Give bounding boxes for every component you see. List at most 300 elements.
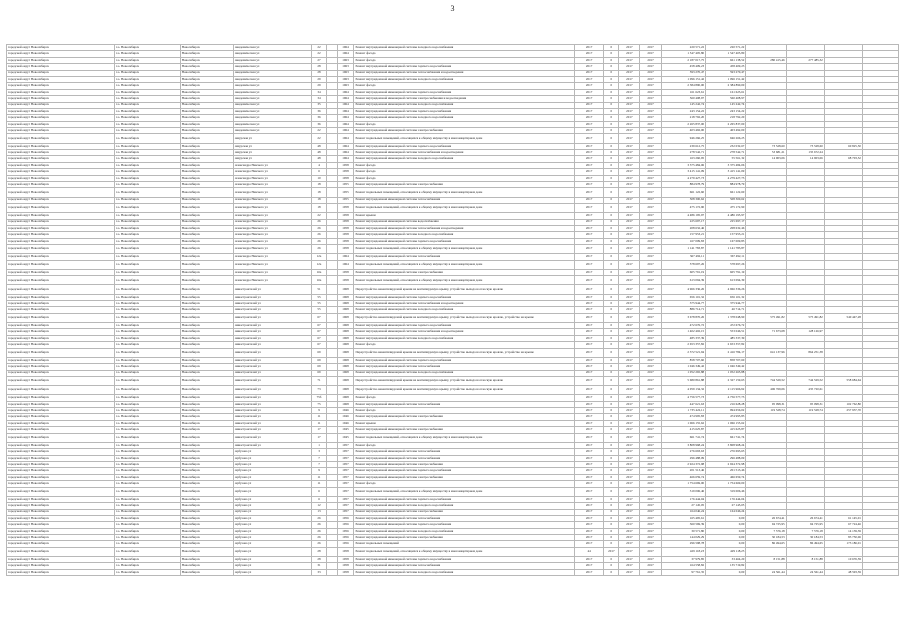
end-year-cell: 2017: [640, 408, 661, 414]
built-year-cell: 1968: [337, 329, 354, 335]
plan-year-cell: 2017: [574, 408, 604, 414]
locality-cell: Новосибирск: [180, 143, 233, 149]
built-year-cell: 1957: [337, 503, 354, 509]
municipality-cell: городской округ Новосибирск: [7, 386, 115, 395]
street-cell: Александра Невского ул: [233, 232, 311, 238]
work-type-cell: Ремонт внутридомовой инженерной системы холодного водоснабжения: [354, 156, 574, 162]
house-cell: 26: [312, 245, 327, 254]
start-year-cell: 2017: [619, 83, 640, 89]
built-year-cell: 1957: [337, 442, 354, 448]
street-cell: Арбузова ул: [233, 541, 311, 547]
regional-cost-cell: [746, 260, 786, 269]
work-type-cell: Переустройство невентилируемой крыши на вентилируемую крышу, устройство выхода на плоскую кровлю, устройство на крыше: [354, 348, 574, 357]
total-cost-cell: 613 094,39: [661, 276, 705, 285]
settlement-cell: г.о. Новосибирск: [115, 357, 181, 363]
house-cell: 73: [312, 386, 327, 395]
work-type-cell: Ремонт фасада: [354, 395, 574, 401]
locality-cell: Новосибирск: [180, 301, 233, 307]
plan-year-cell: 2017: [574, 76, 604, 82]
municipality-cell: городской округ Новосибирск: [7, 433, 115, 442]
stage-cell: 0: [604, 45, 619, 51]
municipality-cell: городской округ Новосибирск: [7, 408, 115, 414]
regional-cost-cell: 95 098,31: [746, 401, 786, 407]
start-year-cell: 2017: [619, 427, 640, 433]
fund-cost-cell: 220 571,22: [706, 45, 746, 51]
locality-cell: Новосибирск: [180, 313, 233, 322]
street-cell: Александра Невского ул: [233, 175, 311, 181]
plan-year-cell: 2017: [574, 541, 604, 547]
locality-cell: Новосибирск: [180, 269, 233, 275]
municipality-cell: городской округ Новосибирск: [7, 487, 115, 496]
fund-cost-cell: 46 714,71: [706, 307, 746, 313]
owners-cost-cell: [824, 260, 862, 269]
street-cell: Авиастроителей ул: [233, 342, 311, 348]
street-cell: Арбузова ул: [233, 563, 311, 569]
total-cost-cell: 4 966 336,26: [661, 285, 705, 294]
stage-cell: 0: [604, 481, 619, 487]
work-type-cell: Ремонт фасада: [354, 442, 574, 448]
other-cost-cell: [862, 285, 898, 294]
total-cost-cell: 4 279 427,73: [661, 175, 705, 181]
page-number: 3: [450, 4, 455, 13]
fund-cost-cell: 296 488,09: [706, 455, 746, 461]
stage-cell: 0: [604, 509, 619, 515]
table-row: [7, 285, 899, 294]
start-year-cell: 2017: [619, 515, 640, 521]
house-cell: 11: [312, 474, 327, 480]
end-year-cell: 2017: [640, 357, 661, 363]
total-cost-cell: 1 547 405,80: [661, 51, 705, 57]
stage-cell: 0: [604, 370, 619, 376]
locality-cell: Новосибирск: [180, 455, 233, 461]
stage-cell: 0: [604, 329, 619, 335]
municipality-cell: городской округ Новосибирск: [7, 213, 115, 219]
end-year-cell: 2017: [640, 487, 661, 496]
house-cell: 28: [312, 557, 327, 563]
end-year-cell: 2017: [640, 433, 661, 442]
built-year-cell: 1964: [337, 254, 354, 260]
regional-cost-cell: 575 491,82: [746, 313, 786, 322]
total-cost-cell: 161 623,61: [661, 89, 705, 95]
end-year-cell: 2017: [640, 307, 661, 313]
built-year-cell: 1945: [337, 433, 354, 442]
locality-cell: Новосибирск: [180, 569, 233, 575]
total-cost-cell: 886 714,71: [661, 307, 705, 313]
local-cost-cell: 94 725,95: [786, 522, 824, 528]
fund-cost-cell: 485 337,39: [706, 335, 746, 341]
municipality-cell: городской округ Новосибирск: [7, 547, 115, 556]
municipality-cell: городской округ Новосибирск: [7, 342, 115, 348]
locality-cell: Новосибирск: [180, 468, 233, 474]
locality-cell: Новосибирск: [180, 449, 233, 455]
street-cell: Академическая ул: [233, 76, 311, 82]
fund-cost-cell: 553 046,51: [706, 329, 746, 335]
plan-year-cell: 2017: [574, 481, 604, 487]
stage-cell: 0: [604, 70, 619, 76]
stage-cell: 2017: [604, 547, 619, 556]
work-type-cell: Ремонт внутридомовой инженерной системы холодного водоснабжения: [354, 370, 574, 376]
start-year-cell: 2017: [619, 408, 640, 414]
work-type-cell: Ремонт внутридомовой инженерной системы электроснабжения: [354, 427, 574, 433]
locality-cell: Новосибирск: [180, 57, 233, 63]
plan-year-cell: 2017: [574, 108, 604, 114]
locality-cell: Новосибирск: [180, 342, 233, 348]
settlement-cell: г.о. Новосибирск: [115, 156, 181, 162]
built-year-cell: 1968: [337, 285, 354, 294]
start-year-cell: 2017: [619, 449, 640, 455]
house-cell: 36: [312, 121, 327, 127]
street-cell: Амурская ул: [233, 134, 311, 143]
street-cell: Авиастроителей ул: [233, 329, 311, 335]
plan-year-cell: 2017: [574, 515, 604, 521]
end-year-cell: 2017: [640, 376, 661, 385]
built-year-cell: 1968: [337, 357, 354, 363]
start-year-cell: 2017: [619, 329, 640, 335]
municipality-cell: городской округ Новосибирск: [7, 197, 115, 203]
settlement-cell: г.о. Новосибирск: [115, 76, 181, 82]
municipality-cell: городской округ Новосибирск: [7, 474, 115, 480]
stage-cell: 0: [604, 213, 619, 219]
fund-cost-cell: 0,00: [706, 535, 746, 541]
work-type-cell: Ремонт внутридомовой инженерной системы теплоснабжения: [354, 455, 574, 461]
house-cell: 11: [312, 420, 327, 426]
plan-year-cell: 2017: [574, 329, 604, 335]
work-type-cell: Ремонт внутридомовой инженерной системы горячего водоснабжения: [354, 557, 574, 563]
total-cost-cell: 485 337,39: [661, 335, 705, 341]
fund-cost-cell: 2 115 966,92: [706, 386, 746, 395]
end-year-cell: 2017: [640, 557, 661, 563]
locality-cell: Новосибирск: [180, 254, 233, 260]
start-year-cell: 2017: [619, 414, 640, 420]
settlement-cell: г.о. Новосибирск: [115, 455, 181, 461]
local-cost-cell: [786, 245, 824, 254]
settlement-cell: г.о. Новосибирск: [115, 64, 181, 70]
plan-year-cell: 2017: [574, 276, 604, 285]
stage-cell: 0: [604, 307, 619, 313]
regional-cost-cell: [746, 433, 786, 442]
locality-cell: Новосибирск: [180, 213, 233, 219]
house-cell: 9: [312, 468, 327, 474]
other-cost-cell: [862, 348, 898, 357]
municipality-cell: городской округ Новосибирск: [7, 569, 115, 575]
building-cell: [326, 547, 337, 556]
start-year-cell: 2017: [619, 57, 640, 63]
settlement-cell: г.о. Новосибирск: [115, 487, 181, 496]
locality-cell: Новосибирск: [180, 503, 233, 509]
local-cost-cell: 435 720,61: [786, 386, 824, 395]
settlement-cell: г.о. Новосибирск: [115, 276, 181, 285]
start-year-cell: 2017: [619, 455, 640, 461]
work-type-cell: Ремонт внутридомовой инженерной системы горячего водоснабжения: [354, 357, 574, 363]
owners-cost-cell: [824, 276, 862, 285]
total-cost-cell: 145 242,74: [661, 102, 705, 108]
plan-year-cell: 2017: [574, 528, 604, 534]
owners-cost-cell: [824, 134, 862, 143]
end-year-cell: 2017: [640, 213, 661, 219]
total-cost-cell: 4 756 577,73: [661, 395, 705, 401]
start-year-cell: 2017: [619, 64, 640, 70]
end-year-cell: 2017: [640, 569, 661, 575]
end-year-cell: 2017: [640, 276, 661, 285]
locality-cell: Новосибирск: [180, 547, 233, 556]
regional-cost-cell: [746, 245, 786, 254]
street-cell: Амурская ул: [233, 150, 311, 156]
other-cost-cell: [862, 245, 898, 254]
street-cell: Александра Невского ул: [233, 269, 311, 275]
plan-year-cell: 2017: [574, 182, 604, 188]
stage-cell: 0: [604, 219, 619, 225]
built-year-cell: 1963: [337, 83, 354, 89]
built-year-cell: 1946: [337, 420, 354, 426]
stage-cell: 0: [604, 474, 619, 480]
owners-cost-cell: 14 139,39: [824, 528, 862, 534]
settlement-cell: г.о. Новосибирск: [115, 401, 181, 407]
regional-cost-cell: [746, 487, 786, 496]
plan-year-cell: 2017: [574, 162, 604, 168]
total-cost-cell: 375 944,77: [661, 301, 705, 307]
street-cell: Арбузова ул: [233, 535, 311, 541]
house-cell: 67: [312, 329, 327, 335]
end-year-cell: 2017: [640, 254, 661, 260]
start-year-cell: 2017: [619, 442, 640, 448]
start-year-cell: 2017: [619, 468, 640, 474]
house-cell: 7: [312, 455, 327, 461]
plan-year-cell: 2017: [574, 307, 604, 313]
plan-year-cell: 2017: [574, 455, 604, 461]
local-cost-cell: 95 098,31: [786, 401, 824, 407]
end-year-cell: 2017: [640, 481, 661, 487]
plan-year-cell: 2017: [574, 121, 604, 127]
street-cell: Авиастроителей ул: [233, 420, 311, 426]
end-year-cell: 2017: [640, 197, 661, 203]
regional-cost-cell: [746, 134, 786, 143]
locality-cell: Новосибирск: [180, 563, 233, 569]
local-cost-cell: 128 126,97: [786, 329, 824, 335]
plan-year-cell: 2017: [574, 364, 604, 370]
start-year-cell: 2017: [619, 197, 640, 203]
start-year-cell: 2017: [619, 219, 640, 225]
start-year-cell: 2017: [619, 395, 640, 401]
plan-year-cell: 2017: [574, 370, 604, 376]
work-type-cell: Ремонт внутридомовой инженерной системы электроснабжения: [354, 462, 574, 468]
work-type-cell: Переустройство невентилируемой крыши на вентилируемую крышу, устройство выхода на плоскую кровлю: [354, 386, 574, 395]
fund-cost-cell: 1 066 155,62: [706, 420, 746, 426]
built-year-cell: 1968: [337, 401, 354, 407]
settlement-cell: г.о. Новосибирск: [115, 285, 181, 294]
stage-cell: 0: [604, 57, 619, 63]
local-cost-cell: [786, 487, 824, 496]
start-year-cell: 2017: [619, 150, 640, 156]
municipality-cell: городской округ Новосибирск: [7, 76, 115, 82]
end-year-cell: 2017: [640, 386, 661, 395]
end-year-cell: 2017: [640, 535, 661, 541]
settlement-cell: г.о. Новосибирск: [115, 143, 181, 149]
municipality-cell: городской округ Новосибирск: [7, 96, 115, 102]
owners-cost-cell: 173 186,01: [824, 541, 862, 547]
municipality-cell: городской округ Новосибирск: [7, 269, 115, 275]
built-year-cell: 1964: [337, 108, 354, 114]
table-row: [7, 487, 899, 496]
fund-cost-cell: 2 416 784,17: [706, 348, 746, 357]
plan-year-cell: 2017: [574, 433, 604, 442]
settlement-cell: г.о. Новосибирск: [115, 134, 181, 143]
fund-cost-cell: 475 172,90: [706, 203, 746, 212]
street-cell: Арбузова ул: [233, 481, 311, 487]
end-year-cell: 2017: [640, 51, 661, 57]
regional-cost-cell: 53 681,21: [746, 150, 786, 156]
locality-cell: Новосибирск: [180, 108, 233, 114]
plan-year-cell: 2017: [574, 301, 604, 307]
work-type-cell: Ремонт подвальных помещений, относящихся к общему имуществу в многоквартирном доме: [354, 203, 574, 212]
locality-cell: Новосибирск: [180, 395, 233, 401]
plan-year-cell: 2017: [574, 197, 604, 203]
table-row: [7, 376, 899, 385]
municipality-cell: городской округ Новосибирск: [7, 64, 115, 70]
municipality-cell: городской округ Новосибирск: [7, 51, 115, 57]
settlement-cell: г.о. Новосибирск: [115, 238, 181, 244]
house-cell: 11: [312, 414, 327, 420]
total-cost-cell: 661 122,60: [661, 188, 705, 197]
house-cell: 22: [312, 51, 327, 57]
table-row: [7, 134, 899, 143]
locality-cell: Новосибирск: [180, 535, 233, 541]
start-year-cell: 2017: [619, 102, 640, 108]
street-cell: Авиастроителей ул: [233, 307, 311, 313]
settlement-cell: г.о. Новосибирск: [115, 121, 181, 127]
end-year-cell: 2017: [640, 121, 661, 127]
work-type-cell: Ремонт внутридомовой инженерной системы электроснабжения: [354, 269, 574, 275]
street-cell: Авиастроителей ул: [233, 386, 311, 395]
locality-cell: Новосибирск: [180, 370, 233, 376]
end-year-cell: 2017: [640, 182, 661, 188]
local-cost-cell: 24 561,44: [786, 569, 824, 575]
house-cell: 36: [312, 115, 327, 121]
building-cell: [326, 285, 337, 294]
start-year-cell: 2017: [619, 557, 640, 563]
work-type-cell: Ремонт крыши: [354, 420, 574, 426]
local-cost-cell: 277 485,32: [786, 57, 824, 63]
regional-cost-cell: 24 561,44: [746, 569, 786, 575]
locality-cell: Новосибирск: [180, 414, 233, 420]
fund-cost-cell: 508 300,62: [706, 197, 746, 203]
built-year-cell: 1957: [337, 468, 354, 474]
local-cost-cell: [786, 547, 824, 556]
work-type-cell: Ремонт внутридомовой инженерной системы теплоснабжения: [354, 563, 574, 569]
stage-cell: 0: [604, 276, 619, 285]
built-year-cell: 1958: [337, 563, 354, 569]
fund-cost-cell: 225 697,17: [706, 219, 746, 225]
start-year-cell: 2017: [619, 232, 640, 238]
total-cost-cell: 296 598,78: [661, 541, 705, 547]
street-cell: Академическая ул: [233, 64, 311, 70]
total-cost-cell: 157 953,21: [661, 232, 705, 238]
built-year-cell: 1963: [337, 57, 354, 63]
stage-cell: 0: [604, 182, 619, 188]
stage-cell: 0: [604, 175, 619, 181]
house-cell: 17: [312, 427, 327, 433]
regional-cost-cell: 119 528,74: [746, 408, 786, 414]
end-year-cell: 2017: [640, 175, 661, 181]
end-year-cell: 2017: [640, 474, 661, 480]
local-cost-cell: [786, 203, 824, 212]
fund-cost-cell: 2 924 372,98: [706, 462, 746, 468]
local-cost-cell: 8 151,88: [786, 557, 824, 563]
end-year-cell: 2017: [640, 420, 661, 426]
street-cell: Арбузова ул: [233, 496, 311, 502]
start-year-cell: 2017: [619, 76, 640, 82]
end-year-cell: 2017: [640, 294, 661, 300]
house-cell: 67: [312, 313, 327, 322]
built-year-cell: 1958: [337, 219, 354, 225]
built-year-cell: 1964: [337, 51, 354, 57]
plan-year-cell: 2017: [574, 169, 604, 175]
stage-cell: 0: [604, 102, 619, 108]
owners-cost-cell: 102 762,80: [824, 401, 862, 407]
start-year-cell: 2017: [619, 51, 640, 57]
start-year-cell: 2017: [619, 301, 640, 307]
locality-cell: Новосибирск: [180, 496, 233, 502]
fund-cost-cell: 656 101,32: [706, 294, 746, 300]
built-year-cell: 1968: [337, 294, 354, 300]
stage-cell: 0: [604, 468, 619, 474]
owners-cost-cell: 10 676,59: [824, 557, 862, 563]
local-cost-cell: [786, 433, 824, 442]
stage-cell: 0: [604, 313, 619, 322]
stage-cell: 0: [604, 121, 619, 127]
total-cost-cell: 1 735 422,11: [661, 408, 705, 414]
settlement-cell: г.о. Новосибирск: [115, 232, 181, 238]
plan-year-cell: 2017: [574, 427, 604, 433]
settlement-cell: г.о. Новосибирск: [115, 197, 181, 203]
plan-year-cell: 2017: [574, 285, 604, 294]
fund-cost-cell: 429 118,23: [706, 547, 746, 556]
settlement-cell: г.о. Новосибирск: [115, 102, 181, 108]
built-year-cell: 1957: [337, 455, 354, 461]
house-cell: 3: [312, 449, 327, 455]
locality-cell: Новосибирск: [180, 276, 233, 285]
settlement-cell: г.о. Новосибирск: [115, 45, 181, 51]
built-year-cell: 1964: [337, 96, 354, 102]
plan-year-cell: 2017: [574, 219, 604, 225]
work-type-cell: Ремонт фасада: [354, 162, 574, 168]
building-cell: [326, 260, 337, 269]
plan-year-cell: 2017: [574, 156, 604, 162]
plan-year-cell: 2017: [574, 51, 604, 57]
work-type-cell: Ремонт фасада: [354, 169, 574, 175]
settlement-cell: г.о. Новосибирск: [115, 51, 181, 57]
work-type-cell: Ремонт подвальных помещений, относящихся к общему имуществу в многоквартирном доме: [354, 487, 574, 496]
house-cell: 36: [312, 108, 327, 114]
built-year-cell: 1964: [337, 143, 354, 149]
built-year-cell: 1958: [337, 276, 354, 285]
fund-cost-cell: 216 628,28: [706, 401, 746, 407]
fund-cost-cell: 0,00: [706, 541, 746, 547]
end-year-cell: 2017: [640, 169, 661, 175]
total-cost-cell: 1 754 669,00: [661, 481, 705, 487]
building-cell: [326, 569, 337, 575]
house-cell: 26: [312, 541, 327, 547]
locality-cell: Новосибирск: [180, 70, 233, 76]
plan-year-cell: 2017: [574, 414, 604, 420]
street-cell: Академическая ул: [233, 70, 311, 76]
end-year-cell: 2017: [640, 260, 661, 269]
locality-cell: Новосибирск: [180, 335, 233, 341]
settlement-cell: г.о. Новосибирск: [115, 219, 181, 225]
building-cell: [326, 376, 337, 385]
locality-cell: Новосибирск: [180, 134, 233, 143]
locality-cell: Новосибирск: [180, 442, 233, 448]
total-cost-cell: 3 375 484,06: [661, 162, 705, 168]
